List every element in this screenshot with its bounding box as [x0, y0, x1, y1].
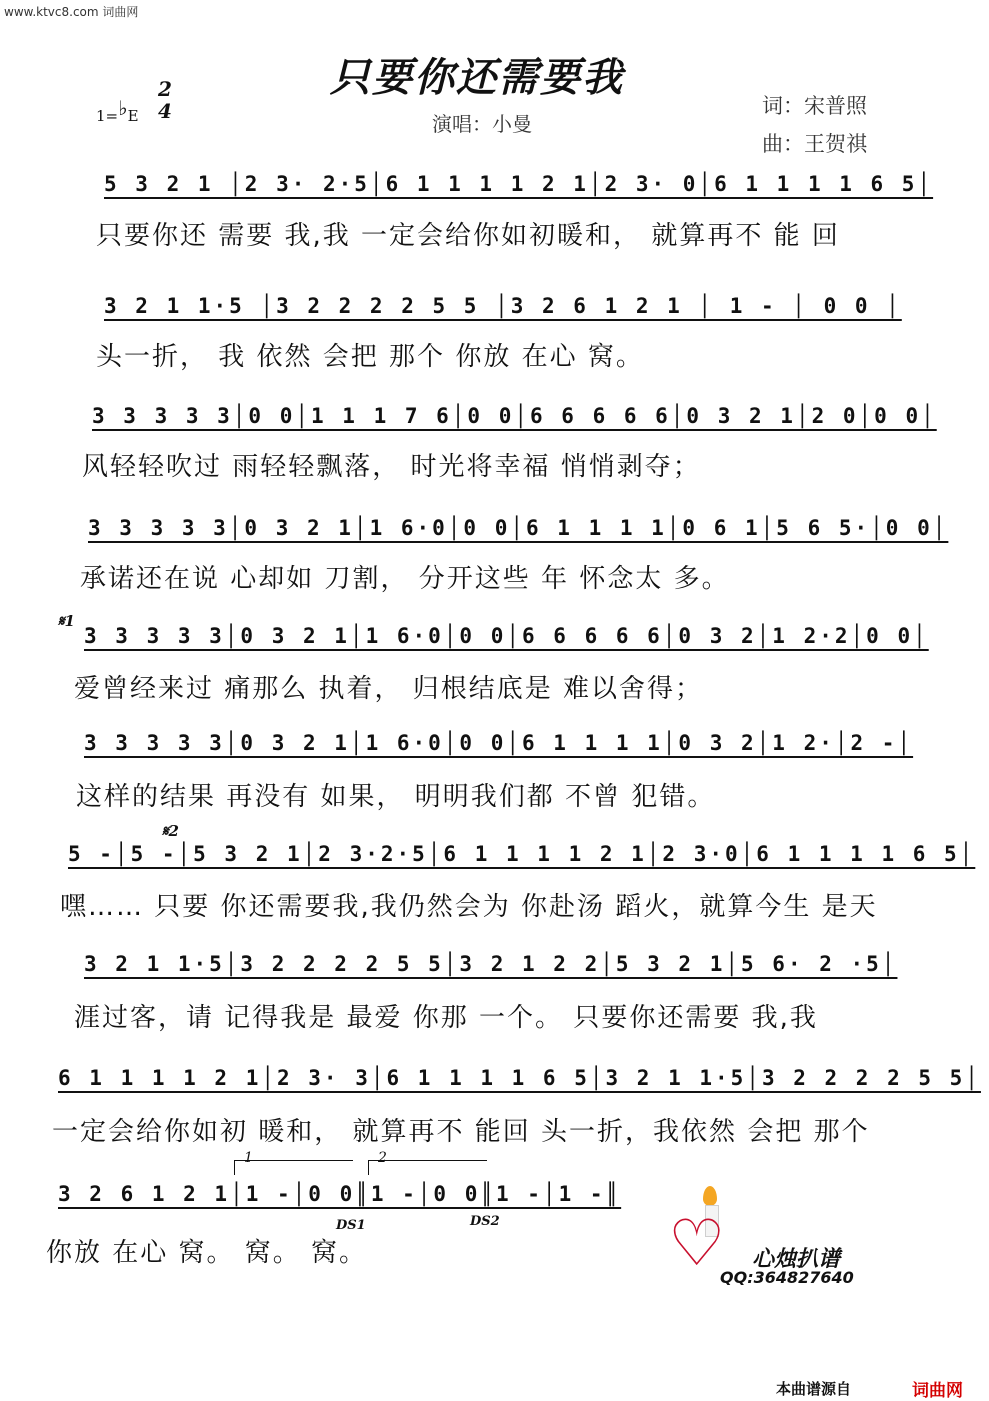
- notation-line-7: 5 -│5 -│5 3 2 1│2 3·2·5│6 1 1 1 1 2 1│2 3·0│6 1 1 1 1 6 5│: [68, 842, 976, 866]
- footer-source: 本曲谱源自: [776, 1380, 852, 1398]
- lyric-line-4: 承诺还在说 心却如 刀割， 分开这些 年 怀念太 多。: [80, 564, 730, 594]
- meter-bottom: 4: [158, 99, 172, 123]
- dal-segno-2: DS2: [470, 1214, 500, 1229]
- footer-brand[interactable]: 词曲网: [912, 1381, 963, 1401]
- key-prefix: 1=: [96, 107, 119, 125]
- second-ending-number: 2: [378, 1150, 387, 1166]
- first-ending-number: 1: [244, 1150, 253, 1166]
- notation-line-6: 3 3 3 3 3│0 3 2 1│1 6·0│0 0│6 1 1 1 1│0 3 2│1 2·│2 -│: [84, 731, 914, 755]
- meter-top: 2: [158, 77, 172, 101]
- notation-line-4: 3 3 3 3 3│0 3 2 1│1 6·0│0 0│6 1 1 1 1│0 6 1│5 6 5·│0 0│: [88, 516, 949, 540]
- lyric-line-2: 头一折， 我 依然 会把 那个 你放 在心 窝。: [96, 342, 644, 372]
- key-tonic: E: [127, 107, 139, 125]
- lyric-line-5: 爱曾经来过 痛那么 执着， 归根结底是 难以舍得；: [74, 674, 704, 704]
- flat-sign: ♭: [118, 96, 128, 120]
- song-title: 只要你还需要我: [330, 55, 624, 101]
- notation-line-10: 3 2 6 1 2 1│1 -│0 0║1 -│0 0║1 -│1 -║: [58, 1182, 622, 1206]
- candle-flame-icon: [703, 1186, 717, 1206]
- time-signature: [158, 78, 172, 122]
- logo-text: 心烛扒谱: [752, 1247, 841, 1272]
- lyric-line-9: 一定会给你如初 暖和， 就算再不 能回 头一折，我依然 会把 那个: [52, 1117, 870, 1147]
- lyric-line-8: 涯过客，请 记得我是 最爱 你那 一个。 只要你还需要 我,我: [74, 1003, 818, 1033]
- notation-line-9: 6 1 1 1 1 2 1│2 3· 3│6 1 1 1 1 6 5│3 2 1 1·5│3 2 2 2 2 5 5│: [58, 1066, 981, 1090]
- notation-line-8: 3 2 1 1·5│3 2 2 2 2 5 5│3 2 1 2 2│5 3 2 1│5 6· 2 ·5│: [84, 952, 898, 976]
- lyric-line-7: 嘿…… 只要 你还需要我,我仍然会为 你赴汤 蹈火，就算今生 是天: [60, 892, 878, 922]
- logo-qq: QQ:364827640: [720, 1268, 854, 1287]
- lyric-line-1: 只要你还 需要 我,我 一定会给你如初暖和， 就算再不 能 回: [96, 221, 840, 251]
- notation-line-1: 5 3 2 1 │2 3· 2·5│6 1 1 1 1 2 1│2 3· 0│6 1 1 1 1 6 5│: [104, 172, 934, 196]
- notation-line-2: 3 2 1 1·5 │3 2 2 2 2 5 5 │3 2 6 1 2 1 │ 1 - │ 0 0 │: [104, 294, 902, 318]
- singer-credit: 演唱：小曼: [432, 112, 532, 136]
- notation-line-3: 3 3 3 3 3│0 0│1 1 1 7 6│0 0│6 6 6 6 6│0 3 2 1│2 0│0 0│: [92, 404, 937, 428]
- lyricist-credit: 词：宋普照: [762, 94, 867, 118]
- heart-logo-icon: ♡: [668, 1207, 726, 1281]
- lyric-line-3: 风轻轻吹过 雨轻轻飘落， 时光将幸福 悄悄剥夺；: [82, 452, 701, 482]
- dal-segno-1: DS1: [336, 1218, 366, 1233]
- segno-1: 𝄋1: [58, 612, 75, 630]
- lyric-line-10: 你放 在心 窝。 窝。 窝。: [46, 1238, 368, 1268]
- notation-line-5: 3 3 3 3 3│0 3 2 1│1 6·0│0 0│6 6 6 6 6│0 3 2│1 2·2│0 0│: [84, 624, 929, 648]
- segno-2: 𝄋2: [162, 822, 179, 840]
- lyric-line-6: 这样的结果 再没有 如果， 明明我们都 不曾 犯错。: [76, 782, 716, 812]
- site-url[interactable]: www.ktvc8.com 词曲网: [4, 5, 139, 19]
- composer-credit: 曲：王贺祺: [762, 132, 867, 156]
- key-signature: [96, 96, 139, 125]
